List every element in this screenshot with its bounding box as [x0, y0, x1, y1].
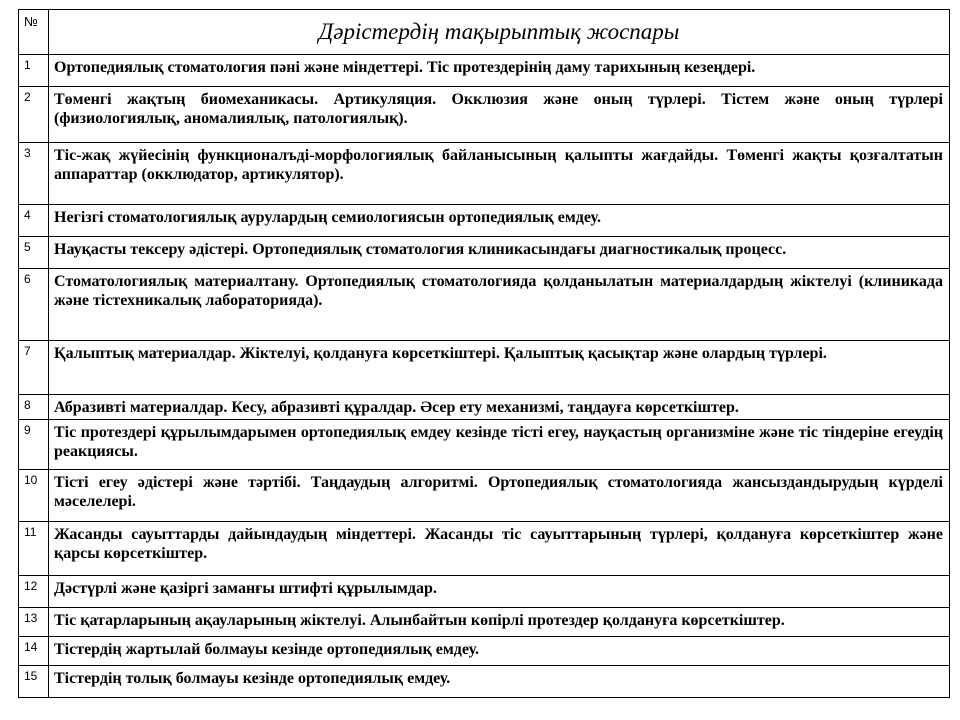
lecture-plan-table [18, 9, 950, 698]
row-number: 1 [19, 55, 49, 87]
row-topic: Абразивті материалдар. Кесу, абразивті құралдар. Әсер ету механизмі, таңдауға көрсеткіштер. [49, 395, 950, 420]
row-number: 5 [19, 237, 49, 269]
row-topic: Тіс-жақ жүйесінің функционалъді-морфологиялық байланысының қалыпты жағдайды. Төменгі жақты қозғалтатын аппараттар (окклюдатор, артикулятор). [49, 143, 950, 205]
table-row [19, 269, 950, 341]
table-row [19, 470, 950, 522]
row-topic: Ортопедиялық стоматология пәні және міндеттері. Тіс протездерінің даму тарихының кезеңдері. [49, 55, 950, 87]
row-topic: Тіс қатарларының ақауларының жіктелуі. Алынбайтын көпірлі протездер қолдануға көрсеткіштер. [49, 608, 950, 637]
table-row [19, 237, 950, 269]
table-title: Дәрістердің тақырыптық жоспары [49, 10, 950, 55]
row-topic: Тістердің толық болмауы кезінде ортопедиялық емдеу. [49, 666, 950, 698]
number-column-header: № [19, 10, 49, 55]
row-topic: Қалыптық материалдар. Жіктелуі, қолдануға көрсеткіштері. Қалыптық қасықтар және олардың түрлері. [49, 341, 950, 395]
row-topic: Төменгі жақтың биомеханикасы. Артикуляция. Окклюзия және оның түрлері. Тістем және оның түрлері (физиологиялық, аномалиялық, патологиялық). [49, 87, 950, 143]
row-number: 4 [19, 205, 49, 237]
table-row [19, 666, 950, 698]
table-row [19, 395, 950, 420]
row-number: 15 [19, 666, 49, 698]
row-topic: Науқасты тексеру әдістері. Ортопедиялық стоматология клиникасындағы диагностикалық процесс. [49, 237, 950, 269]
row-topic: Стоматологиялық материалтану. Ортопедиялық стоматологияда қолданылатын материалдардың жіктелуі (клиникада және тістехникалық лабораторияда). [49, 269, 950, 341]
row-topic: Тістердің жартылай болмауы кезінде ортопедиялық емдеу. [49, 637, 950, 666]
row-number: 14 [19, 637, 49, 666]
row-topic: Негізгі стоматологиялық аурулардың семиологиясын ортопедиялық емдеу. [49, 205, 950, 237]
table-row [19, 420, 950, 470]
row-number: 3 [19, 143, 49, 205]
row-number: 2 [19, 87, 49, 143]
table-row [19, 608, 950, 637]
row-topic: Тіс протездері құрылымдарымен ортопедиялық емдеу кезінде тісті егеу, науқастың организміне және тіс тіндеріне егеудің реакциясы. [49, 420, 950, 470]
table-row [19, 576, 950, 608]
table-header-row [19, 10, 950, 55]
row-number: 13 [19, 608, 49, 637]
table-row [19, 143, 950, 205]
table-row [19, 87, 950, 143]
table-row [19, 341, 950, 395]
table-row [19, 522, 950, 576]
table-row [19, 55, 950, 87]
row-topic: Тісті егеу әдістері және тәртібі. Таңдаудың алгоритмі. Ортопедиялық стоматологияда жансыздандырудың күрделі мәселелері. [49, 470, 950, 522]
row-topic: Жасанды сауыттарды дайындаудың міндеттері. Жасанды тіс сауыттарының түрлері, қолдануға көрсеткіштер және қарсы көрсеткіштер. [49, 522, 950, 576]
row-number: 8 [19, 395, 49, 420]
row-number: 11 [19, 522, 49, 576]
row-number: 9 [19, 420, 49, 470]
row-number: 6 [19, 269, 49, 341]
row-number: 7 [19, 341, 49, 395]
row-number: 12 [19, 576, 49, 608]
row-number: 10 [19, 470, 49, 522]
row-topic: Дәстүрлі және қазіргі заманғы штифті құрылымдар. [49, 576, 950, 608]
table-row [19, 637, 950, 666]
table-row [19, 205, 950, 237]
